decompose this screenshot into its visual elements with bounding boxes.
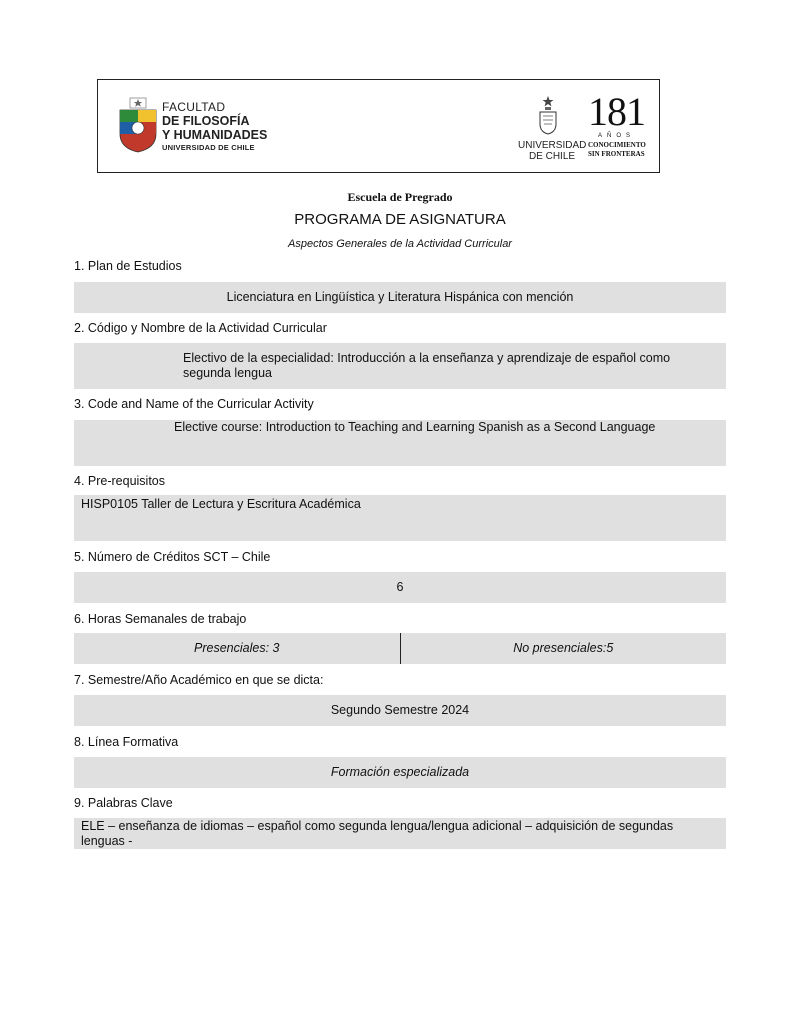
university-line2: DE CHILE [528,151,576,162]
page-title: PROGRAMA DE ASIGNATURA [294,211,506,228]
faculty-line3: Y HUMANIDADES [162,128,268,142]
section-2-value: Electivo de la especialidad: Introducción a la enseñanza y aprendizaje de español como segunda lengua [74,343,726,389]
anniversary-number: 181 [588,89,645,134]
section-9-value: ELE – enseñanza de idiomas – español como segunda lengua/lengua adicional – adquisición de segundas lenguas - [74,818,726,849]
section-8-label: 8. Línea Formativa [74,735,179,749]
section-5-label: 5. Número de Créditos SCT – Chile [74,550,271,564]
anniversary-sub: AÑOS [598,133,636,139]
section-4-label: 4. Pre-requisitos [74,474,166,488]
anniversary-line1: CONOCIMIENTO [588,141,646,149]
school-name: Escuela de Pregrado [347,190,453,204]
faculty-name [162,100,267,153]
university-name [518,140,586,162]
section-3-value: Elective course: Introduction to Teaching and Learning Spanish as a Second Language [74,420,726,466]
section-1-label: 1. Plan de Estudios [74,259,182,273]
section-4-value: HISP0105 Taller de Lectura y Escritura Académica [74,495,726,541]
section-2-label: 2. Código y Nombre de la Actividad Curricular [74,321,327,335]
faculty-line1: FACULTAD [162,100,226,114]
anniversary-logo [588,89,648,162]
faculty-line4: UNIVERSIDAD DE CHILE [162,143,255,152]
section-3-label: 3. Code and Name of the Curricular Activity [74,397,314,411]
faculty-line2: DE FILOSOFÍA [162,114,250,128]
section-8-value: Formación especializada [74,757,726,788]
section-7-label: 7. Semestre/Año Académico en que se dicta: [74,673,324,687]
header-logos [97,79,660,173]
section-6-hours [74,633,726,664]
page-subtitle: Aspectos Generales de la Actividad Curricular [288,238,512,250]
section-9-label: 9. Palabras Clave [74,796,173,810]
hours-presenciales: Presenciales: 3 [74,633,401,664]
hours-no-presenciales: No presenciales:5 [513,641,614,655]
section-6-label: 6. Horas Semanales de trabajo [74,612,247,626]
section-7-value: Segundo Semestre 2024 [74,695,726,726]
section-5-value: 6 [74,572,726,603]
section-1-value: Licenciatura en Lingüística y Literatura Hispánica con mención [74,282,726,313]
university-line1: UNIVERSIDAD [518,140,587,151]
anniversary-line2: SIN FRONTERAS [588,150,645,158]
faculty-shield-icon [118,96,158,160]
university-seal-icon [536,94,560,138]
